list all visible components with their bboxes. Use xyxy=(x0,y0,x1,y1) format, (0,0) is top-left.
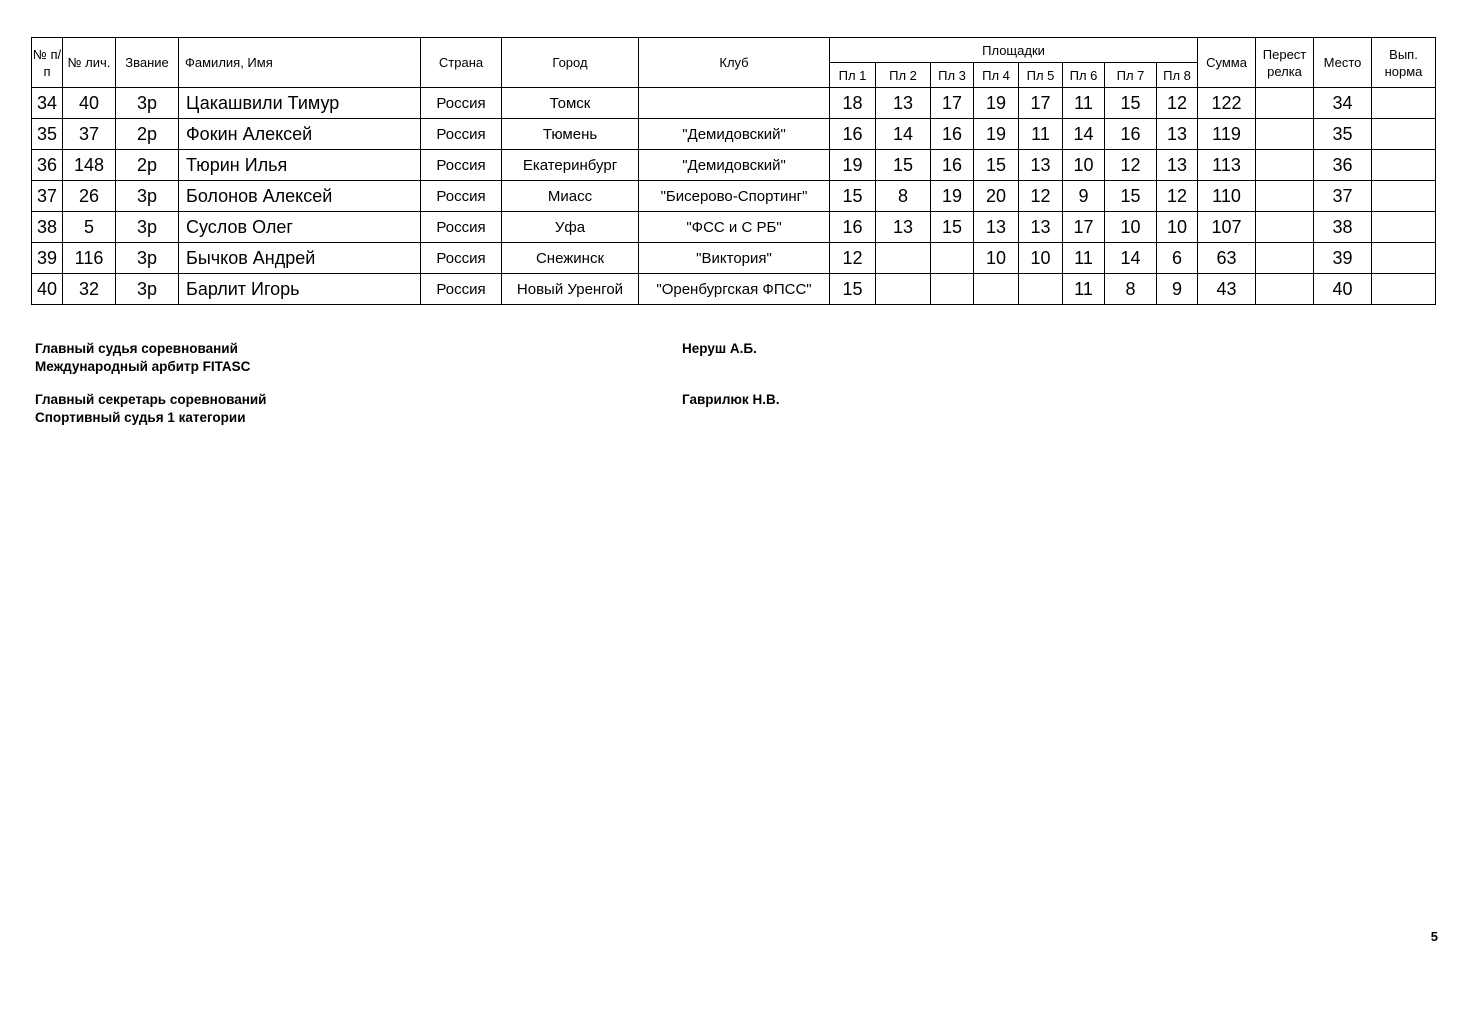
header-sum: Сумма xyxy=(1198,38,1256,88)
cell-sum: 110 xyxy=(1198,181,1256,212)
cell-station-5 xyxy=(1019,274,1063,305)
cell-name: Болонов Алексей xyxy=(179,181,421,212)
table-row xyxy=(32,119,1436,150)
table-row xyxy=(32,181,1436,212)
header-station-2: Пл 2 xyxy=(876,63,931,88)
cell-num: 35 xyxy=(32,119,63,150)
cell-station-4: 19 xyxy=(974,88,1019,119)
table-row xyxy=(32,150,1436,181)
secretary-subtitle: Спортивный судья 1 категории xyxy=(35,410,246,425)
cell-rank: 2р xyxy=(116,119,179,150)
cell-place: 37 xyxy=(1314,181,1372,212)
header-shootoff: Перест релка xyxy=(1256,38,1314,88)
header-station-1: Пл 1 xyxy=(830,63,876,88)
cell-country: Россия xyxy=(421,212,502,243)
cell-shootoff xyxy=(1256,243,1314,274)
cell-club: "ФСС и С РБ" xyxy=(639,212,830,243)
cell-norm xyxy=(1372,88,1436,119)
chief-judge-block xyxy=(35,340,250,376)
cell-club: "Демидовский" xyxy=(639,119,830,150)
secretary-name: Гаврилюк Н.В. xyxy=(682,392,780,407)
cell-sum: 113 xyxy=(1198,150,1256,181)
cell-license: 40 xyxy=(63,88,116,119)
chief-judge-name: Неруш А.Б. xyxy=(682,341,757,356)
cell-place: 36 xyxy=(1314,150,1372,181)
cell-rank: 3р xyxy=(116,181,179,212)
page-number: 5 xyxy=(1430,929,1438,944)
cell-license: 32 xyxy=(63,274,116,305)
cell-rank: 3р xyxy=(116,274,179,305)
cell-station-6: 11 xyxy=(1063,243,1105,274)
cell-norm xyxy=(1372,243,1436,274)
cell-city: Тюмень xyxy=(502,119,639,150)
cell-station-5: 13 xyxy=(1019,150,1063,181)
cell-station-8: 13 xyxy=(1157,119,1198,150)
cell-station-1: 16 xyxy=(830,212,876,243)
cell-station-1: 15 xyxy=(830,181,876,212)
cell-norm xyxy=(1372,150,1436,181)
cell-station-1: 16 xyxy=(830,119,876,150)
cell-num: 39 xyxy=(32,243,63,274)
cell-num: 38 xyxy=(32,212,63,243)
cell-norm xyxy=(1372,181,1436,212)
cell-shootoff xyxy=(1256,119,1314,150)
cell-station-8: 10 xyxy=(1157,212,1198,243)
cell-sum: 43 xyxy=(1198,274,1256,305)
cell-station-2: 13 xyxy=(876,212,931,243)
cell-station-4 xyxy=(974,274,1019,305)
cell-license: 148 xyxy=(63,150,116,181)
cell-station-8: 9 xyxy=(1157,274,1198,305)
cell-sum: 119 xyxy=(1198,119,1256,150)
cell-station-6: 11 xyxy=(1063,274,1105,305)
cell-place: 35 xyxy=(1314,119,1372,150)
cell-sum: 122 xyxy=(1198,88,1256,119)
cell-rank: 2р xyxy=(116,150,179,181)
cell-station-1: 19 xyxy=(830,150,876,181)
cell-station-4: 20 xyxy=(974,181,1019,212)
cell-name: Бычков Андрей xyxy=(179,243,421,274)
cell-name: Цакашвили Тимур xyxy=(179,88,421,119)
cell-license: 5 xyxy=(63,212,116,243)
table-row xyxy=(32,88,1436,119)
cell-country: Россия xyxy=(421,274,502,305)
cell-place: 38 xyxy=(1314,212,1372,243)
cell-station-7: 15 xyxy=(1105,88,1157,119)
cell-shootoff xyxy=(1256,274,1314,305)
header-place: Место xyxy=(1314,38,1372,88)
cell-name: Суслов Олег xyxy=(179,212,421,243)
cell-station-7: 15 xyxy=(1105,181,1157,212)
cell-sum: 63 xyxy=(1198,243,1256,274)
header-num: № п/п xyxy=(32,38,63,88)
cell-station-2: 8 xyxy=(876,181,931,212)
cell-city: Томск xyxy=(502,88,639,119)
header-station-8: Пл 8 xyxy=(1157,63,1198,88)
cell-license: 116 xyxy=(63,243,116,274)
cell-station-7: 8 xyxy=(1105,274,1157,305)
cell-place: 34 xyxy=(1314,88,1372,119)
header-license: № лич. xyxy=(63,38,116,88)
cell-station-8: 12 xyxy=(1157,181,1198,212)
cell-station-5: 10 xyxy=(1019,243,1063,274)
header-station-4: Пл 4 xyxy=(974,63,1019,88)
header-station-5: Пл 5 xyxy=(1019,63,1063,88)
results-table xyxy=(31,37,1436,305)
cell-station-4: 10 xyxy=(974,243,1019,274)
header-club: Клуб xyxy=(639,38,830,88)
cell-club xyxy=(639,88,830,119)
cell-num: 40 xyxy=(32,274,63,305)
cell-sum: 107 xyxy=(1198,212,1256,243)
cell-norm xyxy=(1372,274,1436,305)
results-body xyxy=(32,88,1436,305)
cell-rank: 3р xyxy=(116,243,179,274)
cell-norm xyxy=(1372,119,1436,150)
cell-num: 37 xyxy=(32,181,63,212)
table-row xyxy=(32,243,1436,274)
chief-judge-subtitle: Международный арбитр FITASC xyxy=(35,359,251,374)
header-norm: Вып. норма xyxy=(1372,38,1436,88)
cell-station-6: 14 xyxy=(1063,119,1105,150)
cell-station-3: 15 xyxy=(931,212,974,243)
cell-station-2: 13 xyxy=(876,88,931,119)
cell-station-6: 17 xyxy=(1063,212,1105,243)
cell-club: "Оренбургская ФПСС" xyxy=(639,274,830,305)
cell-license: 26 xyxy=(63,181,116,212)
cell-station-6: 9 xyxy=(1063,181,1105,212)
cell-station-6: 10 xyxy=(1063,150,1105,181)
cell-name: Барлит Игорь xyxy=(179,274,421,305)
cell-station-8: 6 xyxy=(1157,243,1198,274)
header-station-7: Пл 7 xyxy=(1105,63,1157,88)
cell-place: 39 xyxy=(1314,243,1372,274)
cell-country: Россия xyxy=(421,119,502,150)
cell-station-7: 12 xyxy=(1105,150,1157,181)
cell-station-1: 12 xyxy=(830,243,876,274)
cell-shootoff xyxy=(1256,150,1314,181)
cell-station-4: 13 xyxy=(974,212,1019,243)
cell-station-5: 13 xyxy=(1019,212,1063,243)
cell-station-5: 11 xyxy=(1019,119,1063,150)
cell-station-1: 15 xyxy=(830,274,876,305)
cell-name: Фокин Алексей xyxy=(179,119,421,150)
cell-station-5: 12 xyxy=(1019,181,1063,212)
cell-club: "Демидовский" xyxy=(639,150,830,181)
table-row xyxy=(32,274,1436,305)
cell-station-7: 10 xyxy=(1105,212,1157,243)
header-stations-group: Площадки xyxy=(830,38,1198,63)
cell-city: Екатеринбург xyxy=(502,150,639,181)
cell-station-6: 11 xyxy=(1063,88,1105,119)
cell-name: Тюрин Илья xyxy=(179,150,421,181)
cell-city: Новый Уренгой xyxy=(502,274,639,305)
header-name: Фамилия, Имя xyxy=(179,38,421,88)
cell-club: "Бисерово-Спортинг" xyxy=(639,181,830,212)
header-rank: Звание xyxy=(116,38,179,88)
cell-city: Миасс xyxy=(502,181,639,212)
cell-station-2 xyxy=(876,243,931,274)
header-station-3: Пл 3 xyxy=(931,63,974,88)
chief-judge-title: Главный судья соревнований xyxy=(35,341,238,356)
cell-station-2: 15 xyxy=(876,150,931,181)
cell-country: Россия xyxy=(421,181,502,212)
secretary-block xyxy=(35,391,266,427)
cell-shootoff xyxy=(1256,88,1314,119)
cell-license: 37 xyxy=(63,119,116,150)
cell-city: Снежинск xyxy=(502,243,639,274)
cell-station-3: 17 xyxy=(931,88,974,119)
cell-station-3: 16 xyxy=(931,119,974,150)
cell-station-8: 12 xyxy=(1157,88,1198,119)
cell-station-3: 19 xyxy=(931,181,974,212)
cell-station-5: 17 xyxy=(1019,88,1063,119)
header-city: Город xyxy=(502,38,639,88)
cell-country: Россия xyxy=(421,150,502,181)
table-row xyxy=(32,212,1436,243)
cell-station-8: 13 xyxy=(1157,150,1198,181)
cell-station-4: 15 xyxy=(974,150,1019,181)
secretary-title: Главный секретарь соревнований xyxy=(35,392,267,407)
cell-rank: 3р xyxy=(116,212,179,243)
header-station-6: Пл 6 xyxy=(1063,63,1105,88)
cell-shootoff xyxy=(1256,181,1314,212)
cell-num: 36 xyxy=(32,150,63,181)
header-row-top xyxy=(32,38,1436,63)
cell-station-2 xyxy=(876,274,931,305)
cell-club: "Виктория" xyxy=(639,243,830,274)
cell-num: 34 xyxy=(32,88,63,119)
cell-place: 40 xyxy=(1314,274,1372,305)
cell-station-4: 19 xyxy=(974,119,1019,150)
cell-country: Россия xyxy=(421,243,502,274)
header-country: Страна xyxy=(421,38,502,88)
cell-station-3 xyxy=(931,274,974,305)
cell-rank: 3р xyxy=(116,88,179,119)
cell-shootoff xyxy=(1256,212,1314,243)
cell-station-7: 14 xyxy=(1105,243,1157,274)
cell-station-3: 16 xyxy=(931,150,974,181)
cell-city: Уфа xyxy=(502,212,639,243)
cell-station-3 xyxy=(931,243,974,274)
cell-country: Россия xyxy=(421,88,502,119)
cell-station-2: 14 xyxy=(876,119,931,150)
cell-norm xyxy=(1372,212,1436,243)
cell-station-7: 16 xyxy=(1105,119,1157,150)
cell-station-1: 18 xyxy=(830,88,876,119)
